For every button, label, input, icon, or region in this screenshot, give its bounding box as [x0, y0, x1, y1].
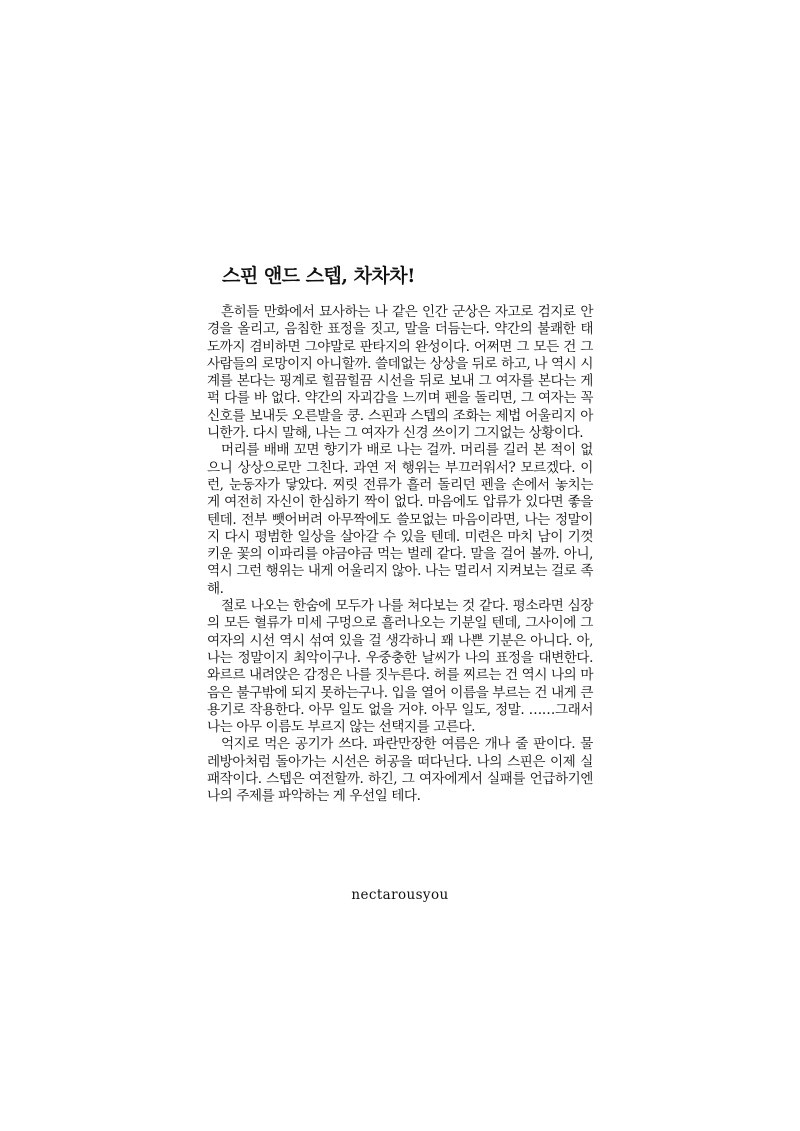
author-name: nectarousyou — [351, 887, 449, 903]
paragraph-3: 절로 나오는 한숨에 모두가 나를 쳐다보는 것 같다. 평소라면 심장의 모든 혈류가 미세 구멍으로 흘러나오는 기분일 텐데, 그사이에 그 여자의 시선 역시 섞여 있을 걸 생각하니 꽤 나쁜 기분은 아니다. 아, 나는 정말이지 최악이구나. 우중충한 날씨가 나의 표정을 대변한다. 와르르 내려앉은 감정은 나를 짓누른다. 허를 찌르는 건 역시 나의 마음은 불구밖에 되지 못하는구나. 입을 열어 이름을 부르는 건 내게 큰 용기로 작용한다. 아무 일도 없을 거야. 아무 일도, 정말. ……그래서 나는 아무 이름도 부르지 않는 선택지를 고른다. — [207, 598, 593, 736]
story-title: 스핀 앤드 스텝, 차차차! — [222, 265, 415, 287]
story-body — [207, 304, 593, 806]
paragraph-1: 흔히들 만화에서 묘사하는 나 같은 인간 군상은 자고로 검지로 안경을 올리고, 음침한 표정을 짓고, 말을 더듬는다. 약간의 불쾌한 태도까지 겸비하면 그야말로 판타지의 완성이다. 어쩌면 그 모든 건 그 사람들의 로망이지 아니할까. 쓸데없는 상상을 뒤로 하고, 나 역시 시계를 본다는 핑계로 힐끔힐끔 시선을 뒤로 보내 그 여자를 본다는 게 퍽 다를 바 없다. 약간의 자괴감을 느끼며 펜을 돌리면, 그 여자는 꼭 신호를 보내듯 오른발을 쿵. 스핀과 스텝의 조화는 제법 어울리지 아니한가. 다시 말해, 나는 그 여자가 신경 쓰이기 그지없는 상황이다. — [207, 304, 593, 442]
paragraph-4: 억지로 먹은 공기가 쓰다. 파란만장한 여름은 개나 줄 판이다. 물레방아처럼 돌아가는 시선은 허공을 떠다닌다. 나의 스핀은 이제 실패작이다. 스텝은 여전할까. 하긴, 그 여자에게서 실패를 언급하기엔 나의 주제를 파악하는 게 우선일 테다. — [207, 736, 593, 805]
paragraph-2: 머리를 배배 꼬면 향기가 배로 나는 걸까. 머리를 길러 본 적이 없으니 상상으로만 그친다. 과연 저 행위는 부끄러워서? 모르겠다. 이런, 눈동자가 닿았다. 찌릿 전류가 흘러 돌리던 펜을 손에서 놓치는 게 여전히 자신이 한심하기 짝이 없다. 마음에도 압류가 있다면 좋을 텐데. 전부 뺏어버려 아무짝에도 쓸모없는 마음이라면, 나는 정말이지 다시 평범한 일상을 살아갈 수 있을 텐데. 미련은 마치 남이 기껏 키운 꽃의 이파리를 야금야금 먹는 벌레 같다. 말을 걸어 볼까. 아니, 역시 그런 행위는 내게 어울리지 않아. 나는 멀리서 지켜보는 걸로 족해. — [207, 442, 593, 597]
